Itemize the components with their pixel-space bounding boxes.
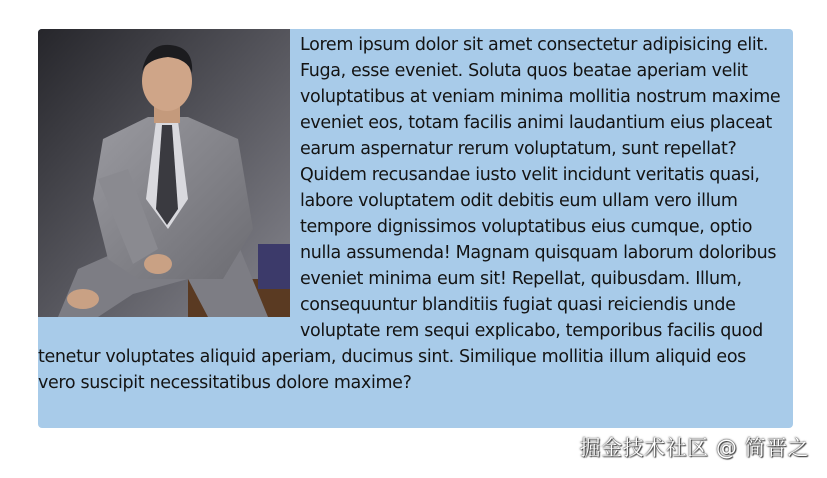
watermark-text: 掘金技术社区 @ 简晋之 — [579, 436, 809, 460]
portrait-illustration — [38, 29, 290, 317]
portrait-photo — [38, 29, 290, 317]
article-paragraph: Lorem ipsum dolor sit amet consectetur adipisicing elit. Fuga, esse eveniet. Soluta quos beatae aperiam velit voluptatibus at veniam minima mollitia nostrum maxime eveniet eos, totam facilis animi laudantium eius placeat earum aspernatur rerum voluptatum, sunt repellat? Quidem recusandae iusto velit incidunt veritatis quasi, labore voluptatem odit debitis eum ullam vero illum tempore dignissimos voluptatibus eius cumque, optio nulla assumenda! Magnam quisquam laborum doloribus eveniet minima eum sit! Repellat, quibusdam. Illum, consequuntur blanditiis fugiat quasi reiciendis unde voluptate rem sequi explicabo, temporibus facilis quod tenetur voluptates aliquid aperiam, ducimus sint. Similique mollitia illum aliquid eos vero suscipit necessitatibus dolore maxime? — [38, 35, 781, 393]
float-demo-card — [38, 29, 793, 428]
